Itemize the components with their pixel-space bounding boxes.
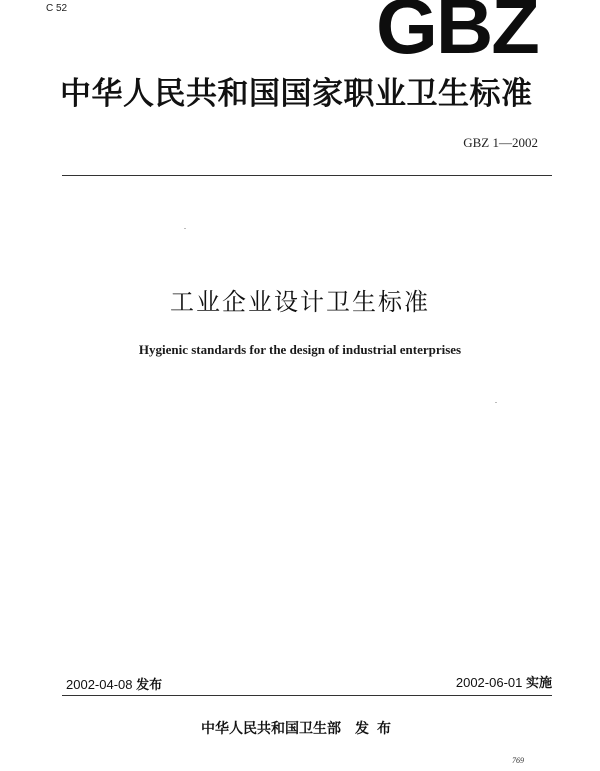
issue-label: 发布 bbox=[136, 677, 163, 692]
publisher-line bbox=[0, 719, 600, 739]
scan-speck bbox=[495, 402, 497, 403]
bottom-divider bbox=[62, 695, 552, 696]
document-title-english: Hygienic standards for the design of industrial enterprises bbox=[138, 342, 462, 357]
gbz-logo: GBZ bbox=[376, 0, 538, 70]
implementation-date-line bbox=[456, 674, 552, 692]
document-title-chinese: 工业企业设计卫生标准 bbox=[170, 288, 430, 316]
implementation-label: 实施 bbox=[525, 675, 552, 690]
top-divider bbox=[62, 175, 552, 176]
classification-code: C 52 bbox=[46, 3, 68, 14]
page-number: 769 bbox=[512, 756, 524, 765]
national-standard-title: 中华人民共和国国家职业卫生标准 bbox=[60, 76, 533, 112]
publisher-name: 中华人民共和国卫生部 bbox=[201, 721, 341, 737]
implementation-date: 2002-06-01 bbox=[455, 675, 523, 690]
standard-number: GBZ 1—2002 bbox=[463, 135, 538, 150]
issue-date-line bbox=[66, 676, 162, 694]
publisher-action: 发布 bbox=[355, 721, 399, 737]
issue-date: 2002-04-08 bbox=[66, 677, 133, 692]
classification-block bbox=[46, 0, 67, 15]
scan-speck bbox=[184, 228, 186, 229]
